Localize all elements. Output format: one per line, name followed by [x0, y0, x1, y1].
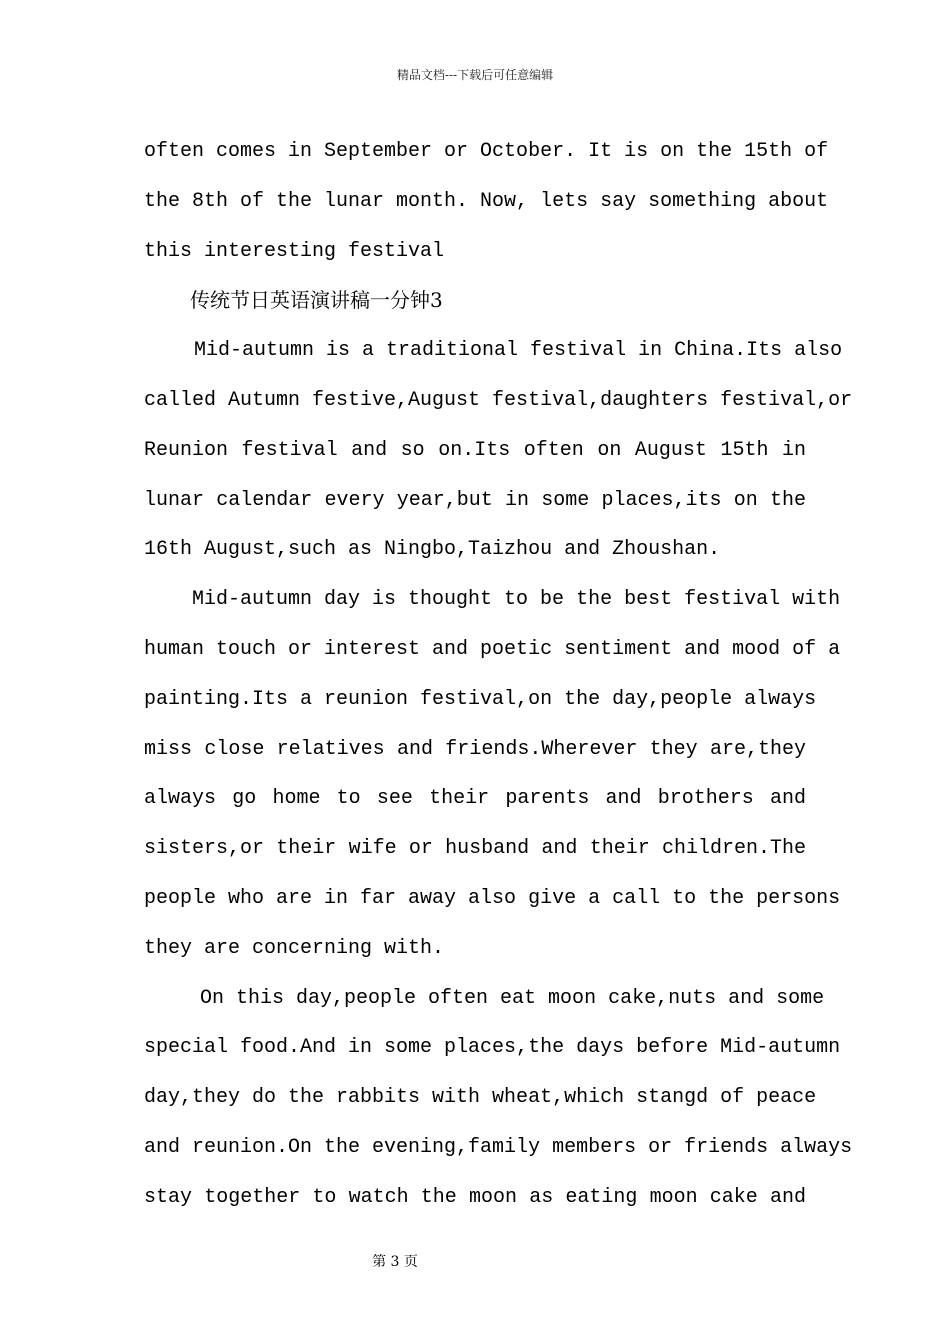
text-line: sisters,or their wife or husband and their children.The — [144, 837, 806, 861]
document-body — [144, 127, 853, 1223]
text-line: often comes in September or October. It is on the 15th of — [144, 140, 829, 163]
section-heading: 传统节日英语演讲稿一分钟3 — [190, 288, 443, 313]
text-line: called Autumn festive,August festival,daughters festival,or — [144, 388, 853, 412]
page-number: 第 3 页 — [372, 1254, 418, 1270]
text-line: Reunion festival and so on.Its often on August 15th in — [144, 438, 806, 462]
text-line: lunar calendar every year,but in some places,its on the — [144, 488, 806, 512]
text-line: they are concerning with. — [144, 936, 445, 960]
text-line: the 8th of the lunar month. Now, lets say something about — [144, 189, 829, 213]
page-header: 精品文档---下载后可任意编辑 — [396, 68, 554, 82]
text-line: always go home to see their parents and brothers and — [144, 787, 806, 811]
text-line: miss close relatives and friends.Wherever they are,they — [144, 737, 806, 761]
text-line: Mid-autumn day is thought to be the best festival with — [192, 588, 841, 612]
text-line: 16th August,such as Ningbo,Taizhou and Zhoushan. — [144, 538, 721, 562]
text-line: special food.And in some places,the days before Mid-autumn — [144, 1036, 841, 1060]
text-line: day,they do the rabbits with wheat,which stangd of peace — [144, 1086, 817, 1110]
text-line: On this day,people often eat moon cake,nuts and some — [200, 986, 825, 1010]
text-line: people who are in far away also give a call to the persons — [144, 886, 841, 910]
text-line: Mid-autumn is a traditional festival in China.Its also — [194, 339, 843, 363]
text-line: human touch or interest and poetic sentiment and mood of a — [144, 637, 841, 661]
text-line: painting.Its a reunion festival,on the day,people always — [144, 687, 817, 711]
text-line: stay together to watch the moon as eating moon cake and — [144, 1185, 806, 1209]
text-line: and reunion.On the evening,family members or friends always — [144, 1135, 853, 1159]
text-line: this interesting festival — [144, 239, 445, 263]
